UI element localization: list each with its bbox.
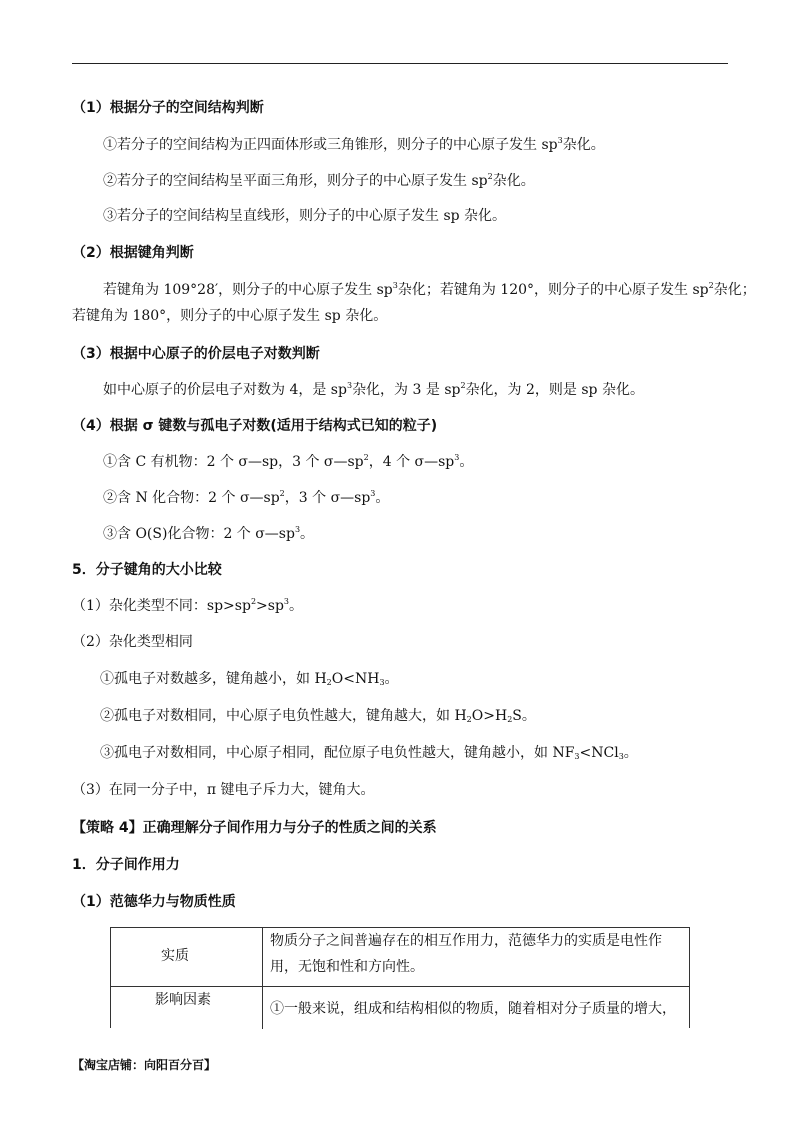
- section-3-heading: （3）根据中心原子的价层电子对数判断: [72, 346, 320, 362]
- footer-shop-name: 【淘宝店铺：向阳百分百】: [72, 1058, 217, 1072]
- section-1-item-1: ①若分子的空间结构为正四面体形或三角锥形，则分子的中心原子发生 $sp^3$杂化。: [103, 136, 605, 153]
- subsection-heading: 1．分子间作用力: [72, 857, 180, 873]
- section-2-para-1: 若键角为 109°28′，则分子的中心原子发生 $sp^3$杂化；若键角为 120°，则分子的中心原子发生 $sp^2$杂化；: [103, 281, 756, 298]
- section-4-heading: （4）根据 σ 键数与孤电子对数(适用于结构式已知的粒子): [72, 418, 438, 434]
- vdw-table: [110, 927, 690, 1028]
- subsubsection-heading: （1）范德华力与物质性质: [72, 894, 236, 910]
- section-5-para-2: （2）杂化类型相同: [72, 634, 193, 650]
- strategy-heading: 【策略 4】正确理解分子间作用力与分子的性质之间的关系: [72, 820, 437, 836]
- section-5-heading: 5．分子键角的大小比较: [72, 562, 222, 578]
- section-2-heading: （2）根据键角判断: [72, 245, 194, 261]
- section-5-para-3: （3）在同一分子中，π 键电子斥力大，键角大。: [72, 782, 375, 798]
- section-5-item-3: ③孤电子对数相同，中心原子相同，配位原子电负性越大，键角越小，如 $NF_3<NCl_3$。: [100, 745, 638, 761]
- table-cell-label: 影响因素: [111, 987, 263, 1029]
- section-2-para-2: 若键角为 180°，则分子的中心原子发生 sp 杂化。: [72, 308, 388, 324]
- section-4-item-2: ②含 N 化合物：2 个 $\sigma—sp^2$，3 个 $\sigma—sp^3$。: [103, 489, 390, 506]
- table-cell-content: 物质分子之间普遍存在的相互作用力，范德华力的实质是电性作 用，无饱和性和方向性。: [270, 933, 662, 975]
- section-3-para: 如中心原子的价层电子对数为 4，是 $sp^3$杂化，为 3 是 $sp^2$杂化，为 2，则是 sp 杂化。: [103, 381, 644, 398]
- section-4-item-1: ①含 C 有机物：2 个 σ—sp，3 个 $\sigma—sp^2$，4 个 $\sigma—sp^3$。: [103, 453, 474, 470]
- section-4-item-3: ③含 O(S)化合物：2 个 $\sigma—sp^3$。: [103, 525, 315, 542]
- section-5-item-1: ①孤电子对数越多，键角越小，如 $H_2O<NH_3$。: [100, 671, 399, 687]
- section-1-heading: （1）根据分子的空间结构判断: [72, 100, 264, 116]
- table-row: [111, 987, 689, 1029]
- table-cell-label: 实质: [111, 928, 263, 986]
- table-row: [111, 928, 689, 987]
- section-1-item-2: ②若分子的空间结构呈平面三角形，则分子的中心原子发生 $sp^2$杂化。: [103, 172, 535, 189]
- section-5-item-2: ②孤电子对数相同，中心原子电负性越大，键角越大，如 $H_2O>H_2S$。: [100, 708, 536, 724]
- section-1-item-3: ③若分子的空间结构呈直线形，则分子的中心原子发生 sp 杂化。: [103, 208, 507, 224]
- table-cell-content: ①一般来说，组成和结构相似的物质，随着相对分子质量的增大，: [270, 1001, 676, 1017]
- header-rule: [72, 63, 728, 64]
- section-5-para-1: （1）杂化类型不同：$sp>sp^2>sp^3$。: [72, 597, 304, 614]
